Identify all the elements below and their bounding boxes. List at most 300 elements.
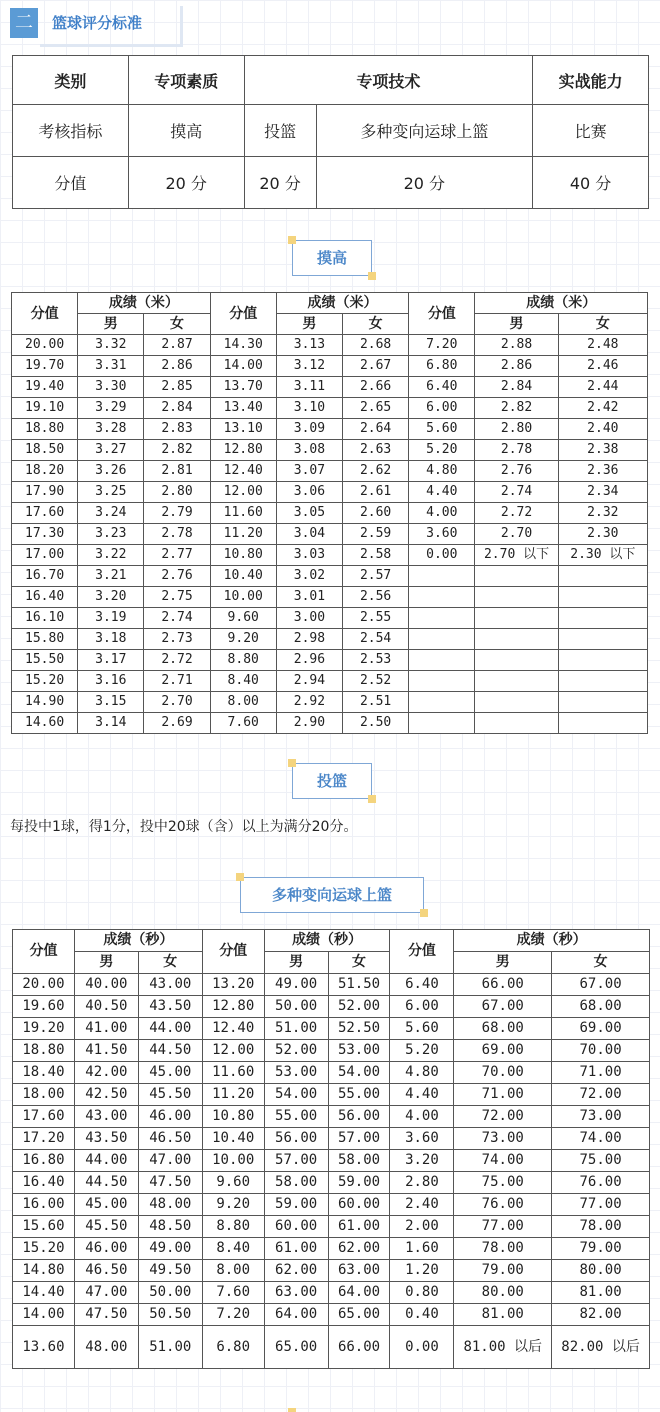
col-male: 男 bbox=[276, 314, 342, 335]
table-cell: 5.20 bbox=[390, 1040, 454, 1062]
table-cell: 41.50 bbox=[74, 1040, 138, 1062]
table-cell: 3.03 bbox=[276, 545, 342, 566]
table-row bbox=[12, 545, 648, 566]
table-cell: 40.50 bbox=[74, 996, 138, 1018]
dribble-title-box bbox=[240, 877, 424, 913]
mogao-title-box bbox=[292, 240, 372, 276]
table-cell: 6.00 bbox=[409, 398, 475, 419]
table-cell: 2.62 bbox=[343, 461, 409, 482]
table-cell: 2.46 bbox=[558, 356, 647, 377]
table-cell bbox=[475, 650, 558, 671]
table-cell: 48.50 bbox=[138, 1216, 202, 1238]
table-cell: 18.40 bbox=[13, 1062, 75, 1084]
table-cell: 2.40 bbox=[558, 419, 647, 440]
table-cell: 2.87 bbox=[144, 335, 210, 356]
table-cell: 5.20 bbox=[409, 440, 475, 461]
table-cell bbox=[475, 587, 558, 608]
table-cell bbox=[558, 713, 647, 734]
table-cell: 11.20 bbox=[210, 524, 276, 545]
table-cell: 57.00 bbox=[328, 1128, 390, 1150]
table-cell: 78.00 bbox=[454, 1238, 552, 1260]
table-cell: 43.00 bbox=[74, 1106, 138, 1128]
table-cell: 13.10 bbox=[210, 419, 276, 440]
table-cell: 2.81 bbox=[144, 461, 210, 482]
table-cell: 8.00 bbox=[210, 692, 276, 713]
table-cell: 63.00 bbox=[264, 1282, 328, 1304]
table-cell: 2.40 bbox=[390, 1194, 454, 1216]
table-cell: 3.16 bbox=[78, 671, 144, 692]
table-cell: 13.20 bbox=[202, 974, 264, 996]
table-row bbox=[12, 608, 648, 629]
table-row bbox=[12, 629, 648, 650]
table-cell bbox=[558, 566, 647, 587]
table-cell: 66.00 bbox=[328, 1326, 390, 1369]
table-row bbox=[13, 1304, 650, 1326]
table-cell: 0.40 bbox=[390, 1304, 454, 1326]
col-result: 成绩（秒） bbox=[74, 930, 202, 952]
table-cell: 75.00 bbox=[552, 1150, 650, 1172]
table-cell: 51.00 bbox=[138, 1326, 202, 1369]
table-cell: 12.80 bbox=[202, 996, 264, 1018]
table-cell: 10.40 bbox=[202, 1128, 264, 1150]
table-cell: 3.27 bbox=[78, 440, 144, 461]
table-cell: 5.60 bbox=[390, 1018, 454, 1040]
col-score: 分值 bbox=[202, 930, 264, 974]
table-cell: 47.50 bbox=[138, 1172, 202, 1194]
table-cell: 51.00 bbox=[264, 1018, 328, 1040]
col-male: 男 bbox=[78, 314, 144, 335]
table-cell: 44.50 bbox=[138, 1040, 202, 1062]
header-category: 类别 bbox=[13, 56, 129, 105]
table-cell bbox=[558, 587, 647, 608]
table-cell: 42.00 bbox=[74, 1062, 138, 1084]
table-cell: 7.60 bbox=[202, 1282, 264, 1304]
table-cell: 55.00 bbox=[328, 1084, 390, 1106]
table-cell: 2.67 bbox=[343, 356, 409, 377]
table-cell: 44.50 bbox=[74, 1172, 138, 1194]
table-cell: 82.00 以后 bbox=[552, 1326, 650, 1369]
table-cell: 2.61 bbox=[343, 482, 409, 503]
table-cell: 67.00 bbox=[454, 996, 552, 1018]
table-cell: 70.00 bbox=[454, 1062, 552, 1084]
decor-square bbox=[368, 795, 376, 803]
decor-square bbox=[420, 909, 428, 917]
table-cell: 42.50 bbox=[74, 1084, 138, 1106]
table-cell bbox=[409, 671, 475, 692]
table-cell: 2.59 bbox=[343, 524, 409, 545]
table-cell: 2.64 bbox=[343, 419, 409, 440]
decor-square bbox=[368, 272, 376, 280]
table-cell: 46.00 bbox=[74, 1238, 138, 1260]
table-cell: 13.60 bbox=[13, 1326, 75, 1369]
table-cell: 3.01 bbox=[276, 587, 342, 608]
cell-score: 40 分 bbox=[533, 157, 649, 209]
col-female: 女 bbox=[138, 952, 202, 974]
table-cell: 3.11 bbox=[276, 377, 342, 398]
table-cell: 0.80 bbox=[390, 1282, 454, 1304]
table-row bbox=[13, 1150, 650, 1172]
header-combat-ability: 实战能力 bbox=[533, 56, 649, 105]
table-cell: 54.00 bbox=[328, 1062, 390, 1084]
table-cell bbox=[475, 608, 558, 629]
table-cell: 65.00 bbox=[328, 1304, 390, 1326]
table-cell: 3.13 bbox=[276, 335, 342, 356]
table-cell: 66.00 bbox=[454, 974, 552, 996]
table-cell: 2.69 bbox=[144, 713, 210, 734]
table-cell: 2.75 bbox=[144, 587, 210, 608]
table-cell: 14.40 bbox=[13, 1282, 75, 1304]
table-cell: 2.76 bbox=[475, 461, 558, 482]
table-cell: 49.00 bbox=[264, 974, 328, 996]
header-special-quality: 专项素质 bbox=[128, 56, 244, 105]
col-result: 成绩（秒） bbox=[454, 930, 650, 952]
table-cell bbox=[558, 671, 647, 692]
table-cell: 18.20 bbox=[12, 461, 78, 482]
table-cell: 3.09 bbox=[276, 419, 342, 440]
table-cell: 81.00 以后 bbox=[454, 1326, 552, 1369]
table-cell bbox=[558, 650, 647, 671]
table-cell: 61.00 bbox=[264, 1238, 328, 1260]
table-cell: 75.00 bbox=[454, 1172, 552, 1194]
col-male: 男 bbox=[475, 314, 558, 335]
table-cell: 2.36 bbox=[558, 461, 647, 482]
col-score: 分值 bbox=[409, 293, 475, 335]
col-female: 女 bbox=[343, 314, 409, 335]
table-cell: 79.00 bbox=[454, 1260, 552, 1282]
table-cell: 2.92 bbox=[276, 692, 342, 713]
table-cell bbox=[409, 713, 475, 734]
table-cell: 43.00 bbox=[138, 974, 202, 996]
table-cell: 6.80 bbox=[202, 1326, 264, 1369]
table-cell bbox=[475, 692, 558, 713]
table-cell: 13.40 bbox=[210, 398, 276, 419]
table-row bbox=[13, 1018, 650, 1040]
table-cell: 4.80 bbox=[409, 461, 475, 482]
table-row bbox=[13, 1216, 650, 1238]
table-cell: 44.00 bbox=[138, 1018, 202, 1040]
table-cell bbox=[475, 629, 558, 650]
table-cell: 2.84 bbox=[475, 377, 558, 398]
col-female: 女 bbox=[144, 314, 210, 335]
table-cell: 43.50 bbox=[74, 1128, 138, 1150]
table-cell: 2.55 bbox=[343, 608, 409, 629]
table-cell: 2.85 bbox=[144, 377, 210, 398]
table-cell bbox=[409, 692, 475, 713]
table-cell: 2.42 bbox=[558, 398, 647, 419]
table-cell: 2.38 bbox=[558, 440, 647, 461]
table-cell: 2.00 bbox=[390, 1216, 454, 1238]
table-row bbox=[12, 650, 648, 671]
table-row bbox=[12, 377, 648, 398]
cell-indicator: 多种变向运球上篮 bbox=[316, 105, 533, 157]
table-cell: 71.00 bbox=[552, 1062, 650, 1084]
table-cell: 3.14 bbox=[78, 713, 144, 734]
table-cell: 47.00 bbox=[138, 1150, 202, 1172]
table-cell: 50.00 bbox=[138, 1282, 202, 1304]
table-cell: 14.60 bbox=[12, 713, 78, 734]
table-cell: 2.76 bbox=[144, 566, 210, 587]
table-cell: 2.63 bbox=[343, 440, 409, 461]
table-cell: 10.80 bbox=[202, 1106, 264, 1128]
table-cell: 14.00 bbox=[13, 1304, 75, 1326]
col-result: 成绩（米） bbox=[475, 293, 648, 314]
table-cell: 2.80 bbox=[390, 1172, 454, 1194]
table-row bbox=[12, 713, 648, 734]
table-cell: 12.40 bbox=[210, 461, 276, 482]
table-cell: 19.20 bbox=[13, 1018, 75, 1040]
table-cell: 18.80 bbox=[13, 1040, 75, 1062]
table-cell: 2.70 bbox=[144, 692, 210, 713]
table-cell: 3.29 bbox=[78, 398, 144, 419]
table-cell bbox=[409, 629, 475, 650]
table-row bbox=[13, 1062, 650, 1084]
table-cell: 49.00 bbox=[138, 1238, 202, 1260]
col-result: 成绩（米） bbox=[276, 293, 408, 314]
col-result: 成绩（米） bbox=[78, 293, 210, 314]
table-cell: 2.30 以下 bbox=[558, 545, 647, 566]
table-cell: 3.17 bbox=[78, 650, 144, 671]
mogao-title: 摸高 bbox=[316, 249, 347, 267]
table-cell: 2.74 bbox=[475, 482, 558, 503]
table-cell: 9.20 bbox=[202, 1194, 264, 1216]
table-cell: 2.54 bbox=[343, 629, 409, 650]
table-row bbox=[12, 335, 648, 356]
table-cell: 3.60 bbox=[409, 524, 475, 545]
table-cell: 45.00 bbox=[74, 1194, 138, 1216]
mogao-score-table bbox=[11, 292, 648, 734]
table-cell bbox=[409, 650, 475, 671]
table-cell: 12.00 bbox=[210, 482, 276, 503]
table-row bbox=[12, 419, 648, 440]
table-cell: 2.30 bbox=[558, 524, 647, 545]
table-cell bbox=[558, 692, 647, 713]
table-cell: 15.20 bbox=[13, 1238, 75, 1260]
table-cell: 52.00 bbox=[264, 1040, 328, 1062]
table-cell: 8.80 bbox=[202, 1216, 264, 1238]
table-cell: 45.00 bbox=[138, 1062, 202, 1084]
table-row bbox=[12, 587, 648, 608]
table-cell: 3.28 bbox=[78, 419, 144, 440]
section-number: 二 bbox=[10, 8, 38, 38]
table-cell: 3.05 bbox=[276, 503, 342, 524]
table-cell: 17.20 bbox=[13, 1128, 75, 1150]
table-cell: 6.40 bbox=[390, 974, 454, 996]
table-cell: 3.23 bbox=[78, 524, 144, 545]
table-cell: 7.20 bbox=[409, 335, 475, 356]
table-cell: 2.79 bbox=[144, 503, 210, 524]
table-cell: 41.00 bbox=[74, 1018, 138, 1040]
table-cell: 2.58 bbox=[343, 545, 409, 566]
table-cell: 65.00 bbox=[264, 1326, 328, 1369]
table-cell: 58.00 bbox=[264, 1172, 328, 1194]
decor-square bbox=[288, 1408, 296, 1412]
table-cell: 17.90 bbox=[12, 482, 78, 503]
table-cell: 16.10 bbox=[12, 608, 78, 629]
table-cell: 11.60 bbox=[210, 503, 276, 524]
cell-score: 20 分 bbox=[128, 157, 244, 209]
table-cell: 7.60 bbox=[210, 713, 276, 734]
table-cell: 7.20 bbox=[202, 1304, 264, 1326]
table-row bbox=[12, 566, 648, 587]
table-row bbox=[12, 461, 648, 482]
table-cell: 78.00 bbox=[552, 1216, 650, 1238]
table-cell: 3.20 bbox=[78, 587, 144, 608]
col-female: 女 bbox=[558, 314, 647, 335]
table-cell: 17.00 bbox=[12, 545, 78, 566]
table-cell: 2.78 bbox=[144, 524, 210, 545]
col-male: 男 bbox=[454, 952, 552, 974]
table-cell bbox=[409, 587, 475, 608]
table-cell: 2.86 bbox=[144, 356, 210, 377]
table-cell: 55.00 bbox=[264, 1106, 328, 1128]
table-cell: 4.80 bbox=[390, 1062, 454, 1084]
table-cell bbox=[558, 608, 647, 629]
table-cell: 11.20 bbox=[202, 1084, 264, 1106]
decor-square bbox=[288, 236, 296, 244]
table-cell: 2.32 bbox=[558, 503, 647, 524]
table-cell: 69.00 bbox=[552, 1018, 650, 1040]
table-row bbox=[12, 524, 648, 545]
table-cell: 2.50 bbox=[343, 713, 409, 734]
table-cell: 80.00 bbox=[552, 1260, 650, 1282]
toulan-description: 每投中1球，得1分，投中20球（含）以上为满分20分。 bbox=[10, 819, 358, 835]
col-male: 男 bbox=[264, 952, 328, 974]
table-cell: 10.00 bbox=[202, 1150, 264, 1172]
section-title: 篮球评分标准 bbox=[52, 14, 143, 32]
table-cell: 68.00 bbox=[454, 1018, 552, 1040]
col-score: 分值 bbox=[210, 293, 276, 335]
col-score: 分值 bbox=[12, 293, 78, 335]
table-cell: 3.25 bbox=[78, 482, 144, 503]
table-cell: 56.00 bbox=[264, 1128, 328, 1150]
table-cell: 79.00 bbox=[552, 1238, 650, 1260]
col-score: 分值 bbox=[13, 930, 75, 974]
table-cell: 5.60 bbox=[409, 419, 475, 440]
table-cell: 8.40 bbox=[202, 1238, 264, 1260]
table-cell: 46.50 bbox=[74, 1260, 138, 1282]
table-row bbox=[13, 996, 650, 1018]
table-cell: 3.04 bbox=[276, 524, 342, 545]
table-cell: 2.57 bbox=[343, 566, 409, 587]
table-cell: 2.52 bbox=[343, 671, 409, 692]
table-cell: 2.53 bbox=[343, 650, 409, 671]
table-cell: 50.50 bbox=[138, 1304, 202, 1326]
table-cell: 2.86 bbox=[475, 356, 558, 377]
table-row bbox=[12, 503, 648, 524]
table-cell: 2.94 bbox=[276, 671, 342, 692]
table-cell: 2.82 bbox=[475, 398, 558, 419]
table-cell: 14.80 bbox=[13, 1260, 75, 1282]
table-cell: 15.20 bbox=[12, 671, 78, 692]
table-cell: 4.40 bbox=[390, 1084, 454, 1106]
table-cell: 3.22 bbox=[78, 545, 144, 566]
table-cell: 2.78 bbox=[475, 440, 558, 461]
table-cell: 19.60 bbox=[13, 996, 75, 1018]
table-cell: 3.30 bbox=[78, 377, 144, 398]
table-cell: 54.00 bbox=[264, 1084, 328, 1106]
table-cell: 46.50 bbox=[138, 1128, 202, 1150]
table-cell: 17.60 bbox=[12, 503, 78, 524]
table-cell bbox=[475, 671, 558, 692]
table-cell: 72.00 bbox=[552, 1084, 650, 1106]
table-cell: 14.30 bbox=[210, 335, 276, 356]
table-cell: 46.00 bbox=[138, 1106, 202, 1128]
table-cell: 60.00 bbox=[328, 1194, 390, 1216]
table-cell: 2.44 bbox=[558, 377, 647, 398]
table-cell: 63.00 bbox=[328, 1260, 390, 1282]
table-cell bbox=[409, 608, 475, 629]
table-cell: 17.30 bbox=[12, 524, 78, 545]
table-cell: 3.07 bbox=[276, 461, 342, 482]
toulan-title-box bbox=[292, 763, 372, 799]
table-cell: 12.40 bbox=[202, 1018, 264, 1040]
table-cell: 45.50 bbox=[138, 1084, 202, 1106]
table-cell: 80.00 bbox=[454, 1282, 552, 1304]
cell-indicator: 投篮 bbox=[244, 105, 316, 157]
table-cell: 3.00 bbox=[276, 608, 342, 629]
table-cell: 9.60 bbox=[210, 608, 276, 629]
table-cell: 2.72 bbox=[144, 650, 210, 671]
table-cell: 3.18 bbox=[78, 629, 144, 650]
table-cell: 3.02 bbox=[276, 566, 342, 587]
table-cell bbox=[558, 629, 647, 650]
table-cell: 16.70 bbox=[12, 566, 78, 587]
col-female: 女 bbox=[552, 952, 650, 974]
table-cell: 44.00 bbox=[74, 1150, 138, 1172]
table-row bbox=[13, 1128, 650, 1150]
table-cell: 74.00 bbox=[552, 1128, 650, 1150]
table-cell: 52.00 bbox=[328, 996, 390, 1018]
table-cell: 20.00 bbox=[12, 335, 78, 356]
table-cell: 17.60 bbox=[13, 1106, 75, 1128]
table-row bbox=[13, 1282, 650, 1304]
table-cell: 45.50 bbox=[74, 1216, 138, 1238]
table-cell: 64.00 bbox=[264, 1304, 328, 1326]
table-cell: 2.72 bbox=[475, 503, 558, 524]
table-cell: 9.60 bbox=[202, 1172, 264, 1194]
table-row bbox=[12, 671, 648, 692]
table-cell: 57.00 bbox=[264, 1150, 328, 1172]
category-table bbox=[12, 55, 649, 209]
toulan-title: 投篮 bbox=[316, 772, 347, 790]
table-cell: 64.00 bbox=[328, 1282, 390, 1304]
table-cell: 18.80 bbox=[12, 419, 78, 440]
table-cell: 6.80 bbox=[409, 356, 475, 377]
table-cell: 9.20 bbox=[210, 629, 276, 650]
table-cell: 16.00 bbox=[13, 1194, 75, 1216]
table-cell: 14.00 bbox=[210, 356, 276, 377]
table-cell: 76.00 bbox=[454, 1194, 552, 1216]
table-cell: 6.40 bbox=[409, 377, 475, 398]
table-row bbox=[12, 440, 648, 461]
table-cell: 4.00 bbox=[390, 1106, 454, 1128]
table-row bbox=[12, 356, 648, 377]
table-cell: 70.00 bbox=[552, 1040, 650, 1062]
table-cell: 76.00 bbox=[552, 1172, 650, 1194]
cell-score: 20 分 bbox=[316, 157, 533, 209]
table-cell: 2.70 bbox=[475, 524, 558, 545]
table-cell: 16.80 bbox=[13, 1150, 75, 1172]
table-cell: 4.00 bbox=[409, 503, 475, 524]
table-cell: 3.15 bbox=[78, 692, 144, 713]
cell-indicator: 摸高 bbox=[128, 105, 244, 157]
table-cell: 62.00 bbox=[328, 1238, 390, 1260]
table-cell: 20.00 bbox=[13, 974, 75, 996]
table-cell: 56.00 bbox=[328, 1106, 390, 1128]
table-cell: 0.00 bbox=[409, 545, 475, 566]
table-row bbox=[13, 1084, 650, 1106]
table-cell: 2.88 bbox=[475, 335, 558, 356]
